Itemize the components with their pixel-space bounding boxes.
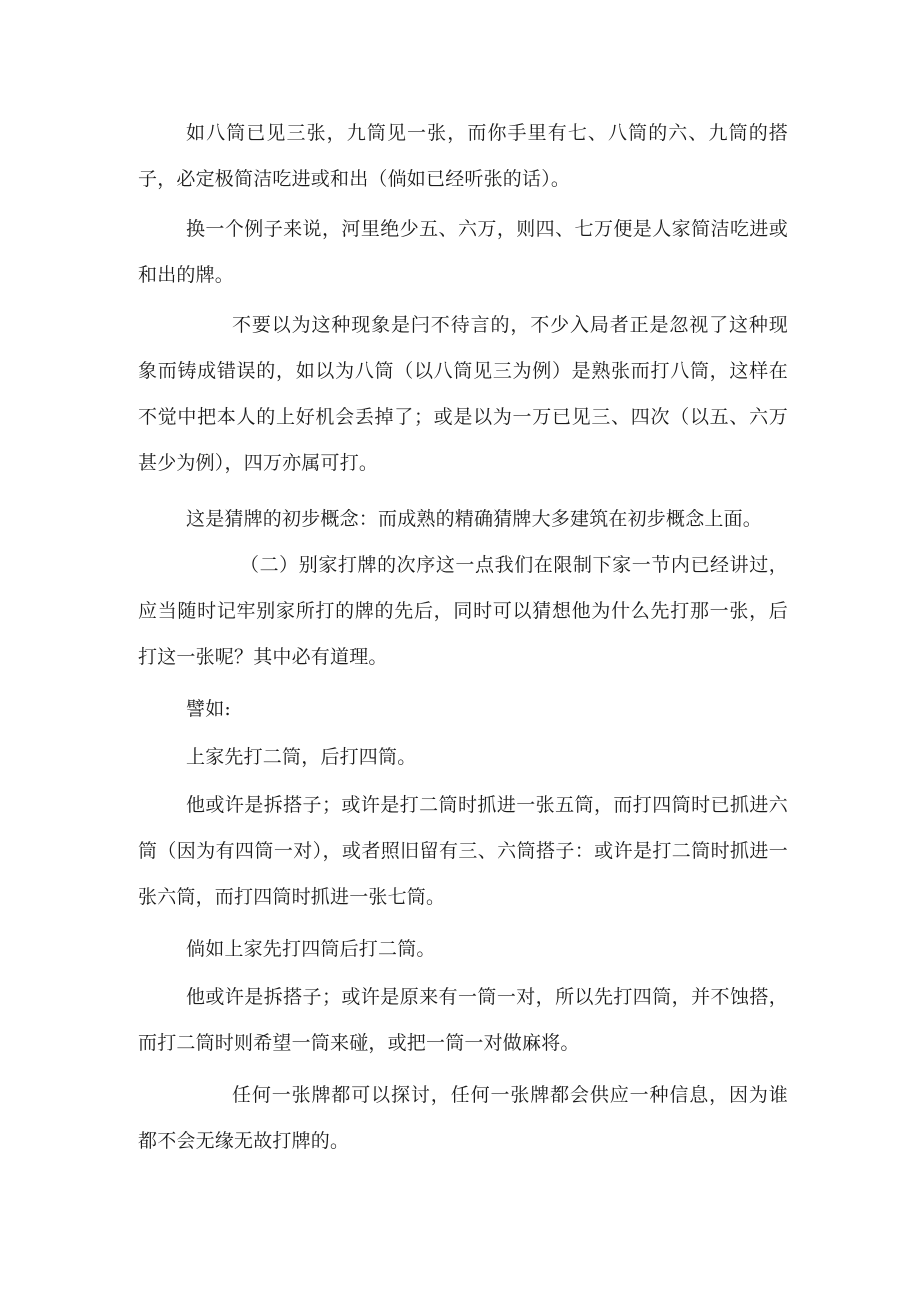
paragraph-5: （二）别家打牌的次序这一点我们在限制下家一节内已经讲过，应当随时记牢别家所打的牌的先后，同时可以猜想他为什么先打那一张，后打这一张呢？其中必有道理。 <box>138 554 788 668</box>
paragraph-6: 譬如: <box>186 698 232 720</box>
paragraph-10: 他或许是拆搭子；或许是原来有一筒一对，所以先打四筒，并不蚀搭，而打二筒时则希望一筒来碰，或把一筒一对做麻将。 <box>138 986 788 1054</box>
paragraph-7: 上家先打二筒，后打四筒。 <box>186 746 417 768</box>
paragraph-4: 这是猜牌的初步概念：而成熟的精确猜牌大多建筑在初步概念上面。 <box>186 508 763 530</box>
paragraph-8: 他或许是拆搭子；或许是打二筒时抓进一张五筒，而打四筒时已抓进六筒（因为有四筒一对），或者照旧留有三、六筒搭子：或许是打二筒时抓进一张六筒，而打四筒时抓进一张七筒。 <box>138 794 788 908</box>
paragraph-11: 任何一张牌都可以探讨，任何一张牌都会供应一种信息，因为谁都不会无缘无故打牌的。 <box>138 1084 788 1152</box>
paragraph-2: 换一个例子来说，河里绝少五、六万，则四、七万便是人家简洁吃进或和出的牌。 <box>138 218 788 286</box>
paragraph-3: 不要以为这种现象是闩不待言的，不少入局者正是忽视了这种现象而铸成错误的，如以为八筒（以八筒见三为例）是熟张而打八筒，这样在不觉中把本人的上好机会丢掉了；或是以为一万已见三、四次（以五、六万甚少为例），四万亦属可打。 <box>138 314 788 474</box>
paragraph-9: 倘如上家先打四筒后打二筒。 <box>186 938 436 960</box>
paragraph-1: 如八筒已见三张，九筒见一张，而你手里有七、八筒的六、九筒的搭子，必定极简洁吃进或和出（倘如已经听张的话）。 <box>138 122 788 190</box>
